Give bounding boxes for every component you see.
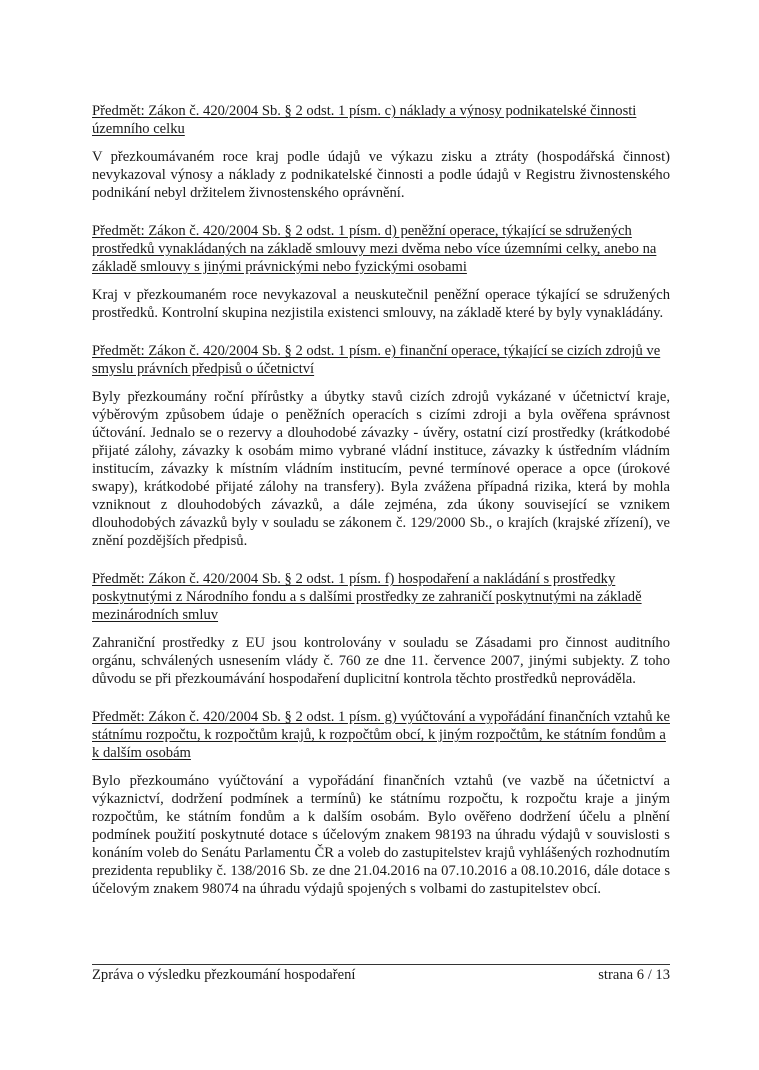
section-heading: Předmět: Zákon č. 420/2004 Sb. § 2 odst. 1 písm. c) náklady a výnosy podnikatelské činnosti územního celku <box>92 103 637 137</box>
section-e <box>92 342 670 550</box>
section-c <box>92 102 670 202</box>
section-d <box>92 222 670 322</box>
footer-divider <box>92 964 670 965</box>
section-paragraph: Byly přezkoumány roční přírůstky a úbytky stavů cizích zdrojů vykázané v účetnictví kraje, výběrovým způsobem údaje o peněžních operacích s cizími zdroji a byla ověřena správnost účtování. Jednalo se o rezervy a dlouhodobé závazky - úvěry, ostatní cizí prostředky (krátkodobé přijaté zálohy, závazky k osobám mimo vybrané vládní instituce, závazky k ústředním vládním institucím, závazky k místním vládním institucím, pevné termínové operace a opce (úrokové swapy), krátkodobé přijaté zálohy na transfery). Byla zvážena případná rizika, která by mohla vzniknout z dlouhodobých závazků, a dále zejména, zda úkony související se vznikem dlouhodobých závazků byly v souladu se zákonem č. 129/2000 Sb., o krajích (krajské zřízení), ve znění pozdějších předpisů. <box>92 389 670 549</box>
footer-title: Zpráva o výsledku přezkoumání hospodaření <box>92 967 356 983</box>
section-f <box>92 570 670 688</box>
section-paragraph: Kraj v přezkoumaném roce nevykazoval a neuskutečnil peněžní operace týkající se sdružených prostředků. Kontrolní skupina nezjistila existenci smlouvy, na základě které by byly vynakládány. <box>92 287 670 321</box>
section-heading: Předmět: Zákon č. 420/2004 Sb. § 2 odst. 1 písm. g) vyúčtování a vypořádání finančních vztahů ke státnímu rozpočtu, k rozpočtům krajů, k rozpočtům obcí, k jiným rozpočtům, ke státním fondům a k dalším osobám <box>92 709 670 761</box>
page-footer <box>92 966 670 984</box>
section-heading: Předmět: Zákon č. 420/2004 Sb. § 2 odst. 1 písm. e) finanční operace, týkající se cizích zdrojů ve smyslu právních předpisů o účetnictví <box>92 343 661 377</box>
section-paragraph: Zahraniční prostředky z EU jsou kontrolovány v souladu se Zásadami pro činnost auditního orgánu, schválených usnesením vlády č. 760 ze dne 11. července 2007, jinými subjekty. Z toho důvodu se při přezkoumávání hospodaření duplicitní kontrola těchto prostředků neprováděla. <box>92 635 670 687</box>
section-heading: Předmět: Zákon č. 420/2004 Sb. § 2 odst. 1 písm. d) peněžní operace, týkající se sdružených prostředků vynakládaných na základě smlouvy mezi dvěma nebo více územními celky, anebo na základě smlouvy s jinými právnickými nebo fyzickými osobami <box>92 223 657 275</box>
page-number: strana 6 / 13 <box>598 967 670 983</box>
section-g <box>92 708 670 898</box>
section-paragraph: Bylo přezkoumáno vyúčtování a vypořádání finančních vztahů (ve vazbě na účetnictví a výkaznictví, dodržení podmínek a termínů) ke státnímu rozpočtu, k rozpočtu kraje a jiným rozpočtům, ke státním fondům a k dalším osobám. Bylo ověřeno dodržení účelu a plnění podmínek použití poskytnuté dotace s účelovým znakem 98193 na úhradu výdajů v souvislosti s konáním voleb do Senátu Parlamentu ČR a voleb do zastupitelstev krajů vyhlášených rozhodnutím prezidenta republiky č. 138/2016 Sb. ze dne 21.04.2016 na 07.10.2016 a 08.10.2016, dále dotace s účelovým znakem 98074 na úhradu výdajů spojených s volbami do zastupitelstev obcí. <box>92 773 670 897</box>
section-paragraph: V přezkoumávaném roce kraj podle údajů ve výkazu zisku a ztráty (hospodářská činnost) nevykazoval výnosy a náklady z podnikatelské činnosti a podle údajů v Registru živnostenského podnikání nebyl držitelem živnostenského oprávnění. <box>92 149 670 201</box>
page-content <box>92 102 670 918</box>
section-heading: Předmět: Zákon č. 420/2004 Sb. § 2 odst. 1 písm. f) hospodaření a nakládání s prostředky poskytnutými z Národního fondu a s dalšími prostředky ze zahraničí poskytnutými na základě mezinárodních smluv <box>92 571 642 623</box>
